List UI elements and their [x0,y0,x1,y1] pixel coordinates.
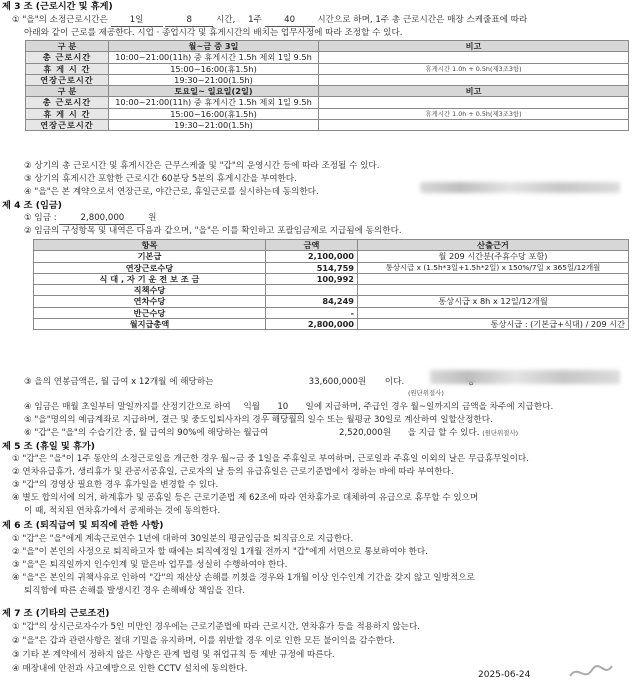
art4-line-1 [24,213,156,225]
table-row [34,318,629,329]
table-row [26,86,629,97]
art5-line-4: ④ 별도 합의서에 의거, 하계휴가 및 공휴일 등은 근로기준법 제 62조에 따라 연차휴가로 대체하여 유급으로 휴무할 수 있으며 [12,493,479,503]
table-row [34,240,629,251]
row-value: 15:00~16:00(휴1.5h) [109,63,319,74]
row-label: 총 근로시간 [26,52,109,63]
wage-table [33,239,629,330]
wage-item: 연장근로수당 [34,262,266,273]
table-header-remark: 비고 [319,41,629,52]
wage-item: 기본급 [34,251,266,262]
wage-amount-cell: 84,249 [266,296,358,307]
wage-basis: 통상시급 x (1.5h*3일+1.5h*2일) x 150%/7일 x 365일/12개월 [358,262,629,273]
table-header-weekday: 월~금 중 3일 [109,41,319,52]
row-value: 15:00~16:00(휴1.5h) [109,108,319,119]
table-row [34,296,629,307]
row-label: 휴 게 시 간 [26,108,109,119]
row-note [319,74,629,85]
table-row [34,285,629,296]
pay-day-rest: 일에 지급하며, 주급인 경우 월~일까지의 금액을 차주에 지급한다. [305,402,554,412]
art4-line-4 [24,402,553,414]
art3-hours-value: 8 [165,15,213,27]
wage-amount-cell: 100,992 [266,273,358,284]
article-4-title: 제 4 조 (임금) [2,200,62,211]
row-value: 19:30~21:00(1.5h) [109,119,319,130]
table-header-category: 구 분 [26,41,109,52]
art4-line-5: ⑤ "을"명의의 예금계좌로 지급하며, 결근 및 중도입퇴사자의 경우 해당월의 일수 또는 월평균 30일로 계산하여 일할산정한다. [24,415,493,425]
art3-l1-text: ① "을"의 소정근로시간은 [12,15,108,25]
article-3-title: 제 3 조 (근로시간 및 휴게) [2,1,113,12]
table-row [26,41,629,52]
art5-line-2: ② 연차유급휴가, 생리휴가 및 관공서공휴일, 근로자의 날 등의 유급휴일은 근로기준법에서 정하는 바에 따라 부여한다. [12,467,454,477]
pay-period-text: ④ 임금은 매월 초일부터 말일까지를 산정기간으로 하여 [24,402,231,412]
table-row [26,119,629,130]
rounding-note: (원단위절사) [408,389,444,397]
probation-text: ⑥ "갑"은 "을"의 수습기간 중, 월 급여의 90%에 해당하는 월급여 [24,428,269,438]
row-note: 휴게시간 1.0h + 0.5h(제3조3항) [319,108,629,119]
wage-header-item: 항목 [34,240,266,251]
contract-date: 2025-06-24 [478,670,531,680]
wage-amount-cell [266,285,358,296]
art3-line-2: 아래와 같이 근로를 제공한다. 시업 · 종업시각 및 휴게시간의 배치는 업무사정에 따라 조정할 수 있다. [24,28,403,38]
table-header-weekend: 토요일~ 일요일(2일) [109,86,319,97]
row-label: 연장근로시간 [26,119,109,130]
wage-amount-cell: 514,759 [266,262,358,273]
art4-line-6 [24,428,518,439]
wage-amount-cell: 2,100,000 [266,251,358,262]
art3-line-5: ④ "을"은 본 계약으로서 연장근로, 야간근로, 휴일근로를 실시하는데 동의한다. [24,187,319,197]
table-header-remark: 비고 [319,86,629,97]
art6-line-5: 퇴직함에 따른 손해를 발생시킨 경우 손해배상 책임을 진다. [24,586,246,596]
art6-line-4: ④ "을"은 본인의 귀책사유로 인하여 "갑"의 재산상 손해를 끼쳤을 경우와 1개월 이상 인수인계 기간을 갖지 않고 일방적으로 [12,573,475,583]
art3-line-1 [12,15,527,27]
row-note [319,97,629,108]
art5-line-3: ③ "갑"의 경영상 필요한 경우 휴가일을 변경할 수 있다. [12,480,219,490]
table-row [26,97,629,108]
table-row [34,262,629,273]
probation-amount: 2,520,000원 [338,428,392,438]
wage-amount: 2,800,000 [59,213,145,225]
row-label: 연장근로시간 [26,74,109,85]
table-row [34,251,629,262]
wage-item: 식 대 , 자 기 운 전 보 조 금 [34,273,266,284]
article-7-title: 제 7 조 (기타의 근로조건) [2,608,110,619]
art7-line-1: ① "갑"의 상시근로자수가 5인 미만인 경우에는 근로기준법에 따라 근로시간, 연차휴가 등을 적용하지 않는다. [12,622,420,632]
work-hours-table [25,40,629,131]
art3-week-text: 1주 [248,15,262,25]
art6-line-2: ② "을"이 본인의 사정으로 퇴직하고자 할 때에는 퇴직예정일 1개월 전까지 "갑"에게 서면으로 통보하여야 한다. [12,547,428,557]
annual-salary-amount: 33,600,000원 [308,377,367,387]
row-value: 10:00~21:00(11h) 중 휴게시간 1.5h 제외 1일 9.5h [109,52,319,63]
wage-item: 반근수당 [34,307,266,318]
wage-basis: 통상시급 : (기본급+식대) / 209 시간 [358,318,629,329]
art3-days-value: 1일 [111,15,163,27]
table-row [34,273,629,284]
annual-salary-label: ③ 을의 연봉금액은, 월 급여 x 12개월 에 해당하는 [24,377,214,387]
article-5-title: 제 5 조 (휴일 및 휴가) [2,441,95,452]
art3-l1-hours-text: 시간, [216,15,236,25]
art4-line-3 [24,377,475,388]
table-row [26,74,629,85]
wage-amount-cell: 2,800,000 [266,318,358,329]
art7-line-2: ② "을"은 갑과 관련사항은 절대 기밀을 유지하며, 이를 위반할 경우 이로 인한 모든 불이익을 감수한다. [12,636,396,646]
redacted-region [420,182,620,193]
wage-label: ① 임금 : [24,213,57,223]
art3-line-4: ③ 상기의 휴게시간 포함한 근로시간 60분당 5분의 휴게시간을 부여한다. [24,174,297,184]
art3-line-3: ② 상기의 총 근로시간 및 휴게시간은 근무스케줄 및 "갑"의 운영시간 등에 따라 조정될 수 있다. [24,161,380,171]
table-header-category: 구 분 [26,86,109,97]
wage-basis: 월 209 시간분(주휴수당 포함) [358,251,629,262]
art5-line-1: ① "갑"은 "을"이 1주 동안의 소정근로일을 개근한 경우 월~금 중 1일을 주휴일로 부여하며, 근로일과 주휴일 이외의 날은 무급휴무일이다. [12,454,529,464]
art4-line-2: ② 임금의 구성항목 및 내역은 다음과 같으며, "을"은 이를 확인하고 포괄임금제로 지급됨에 동의한다. [24,226,402,236]
probation-rounding-note: (원단위절사) [482,429,519,437]
annual-salary-suffix: 이다. [384,377,405,387]
article-6-title: 제 6 조 (퇴직급여 및 퇴직에 관한 사항) [2,520,164,531]
wage-unit: 원 [148,213,157,223]
row-value: 19:30~21:00(1.5h) [109,74,319,85]
table-row [26,63,629,74]
wage-item: 월지급총액 [34,318,266,329]
wage-basis [358,307,629,318]
wage-basis: 통상시급 x 8h x 12일/12개월 [358,296,629,307]
row-note [319,52,629,63]
wage-amount-cell: - [266,307,358,318]
art5-line-5: 이 때, 적치된 연차휴가에서 공제하는 것에 동의한다. [24,506,221,516]
pay-day-value: 10 [263,402,303,414]
redacted-region [430,370,620,384]
row-value: 10:00~21:00(11h) 중 휴게시간 1.5h 제외 1일 9.5h [109,97,319,108]
wage-basis [358,285,629,296]
wage-item: 직책수당 [34,285,266,296]
row-note: 휴게시간 1.0h + 0.5h(제3조3항) [319,63,629,74]
wage-basis [358,273,629,284]
wage-header-amount: 금액 [266,240,358,251]
table-row [26,108,629,119]
art3-l1-rest: 시간으로 하며, 1주 총 근로시간은 매장 스케줄표에 따라 [317,15,528,25]
pay-month-text: 익월 [243,402,261,412]
row-label: 휴 게 시 간 [26,63,109,74]
table-row [34,307,629,318]
probation-suffix: 을 지급 할 수 있다. [407,428,480,438]
art7-line-4: ④ 매장내에 안전과 사고예방으로 인한 CCTV 설치에 동의한다. [12,664,248,674]
wage-header-basis: 산출근거 [358,240,629,251]
signature-mark [566,660,616,684]
row-note [319,119,629,130]
art6-line-3: ③ "을"은 퇴직일까지 인수인계 및 맡은바 업무를 성실히 수행하여야 한다. [12,560,288,570]
row-label: 총 근로시간 [26,97,109,108]
wage-item: 연차수당 [34,296,266,307]
art3-week-hours-value: 40 [265,15,315,27]
table-row [26,52,629,63]
art7-line-3: ③ 기타 본 계약에서 정하지 않은 사항은 관계 법령 및 취업규칙 등 제반 규정에 따른다. [12,650,335,660]
art6-line-1: ① "갑"은 "을"에게 계속근로연수 1년에 대하여 30일분의 평균임금을 퇴직금으로 지급한다. [12,534,354,544]
